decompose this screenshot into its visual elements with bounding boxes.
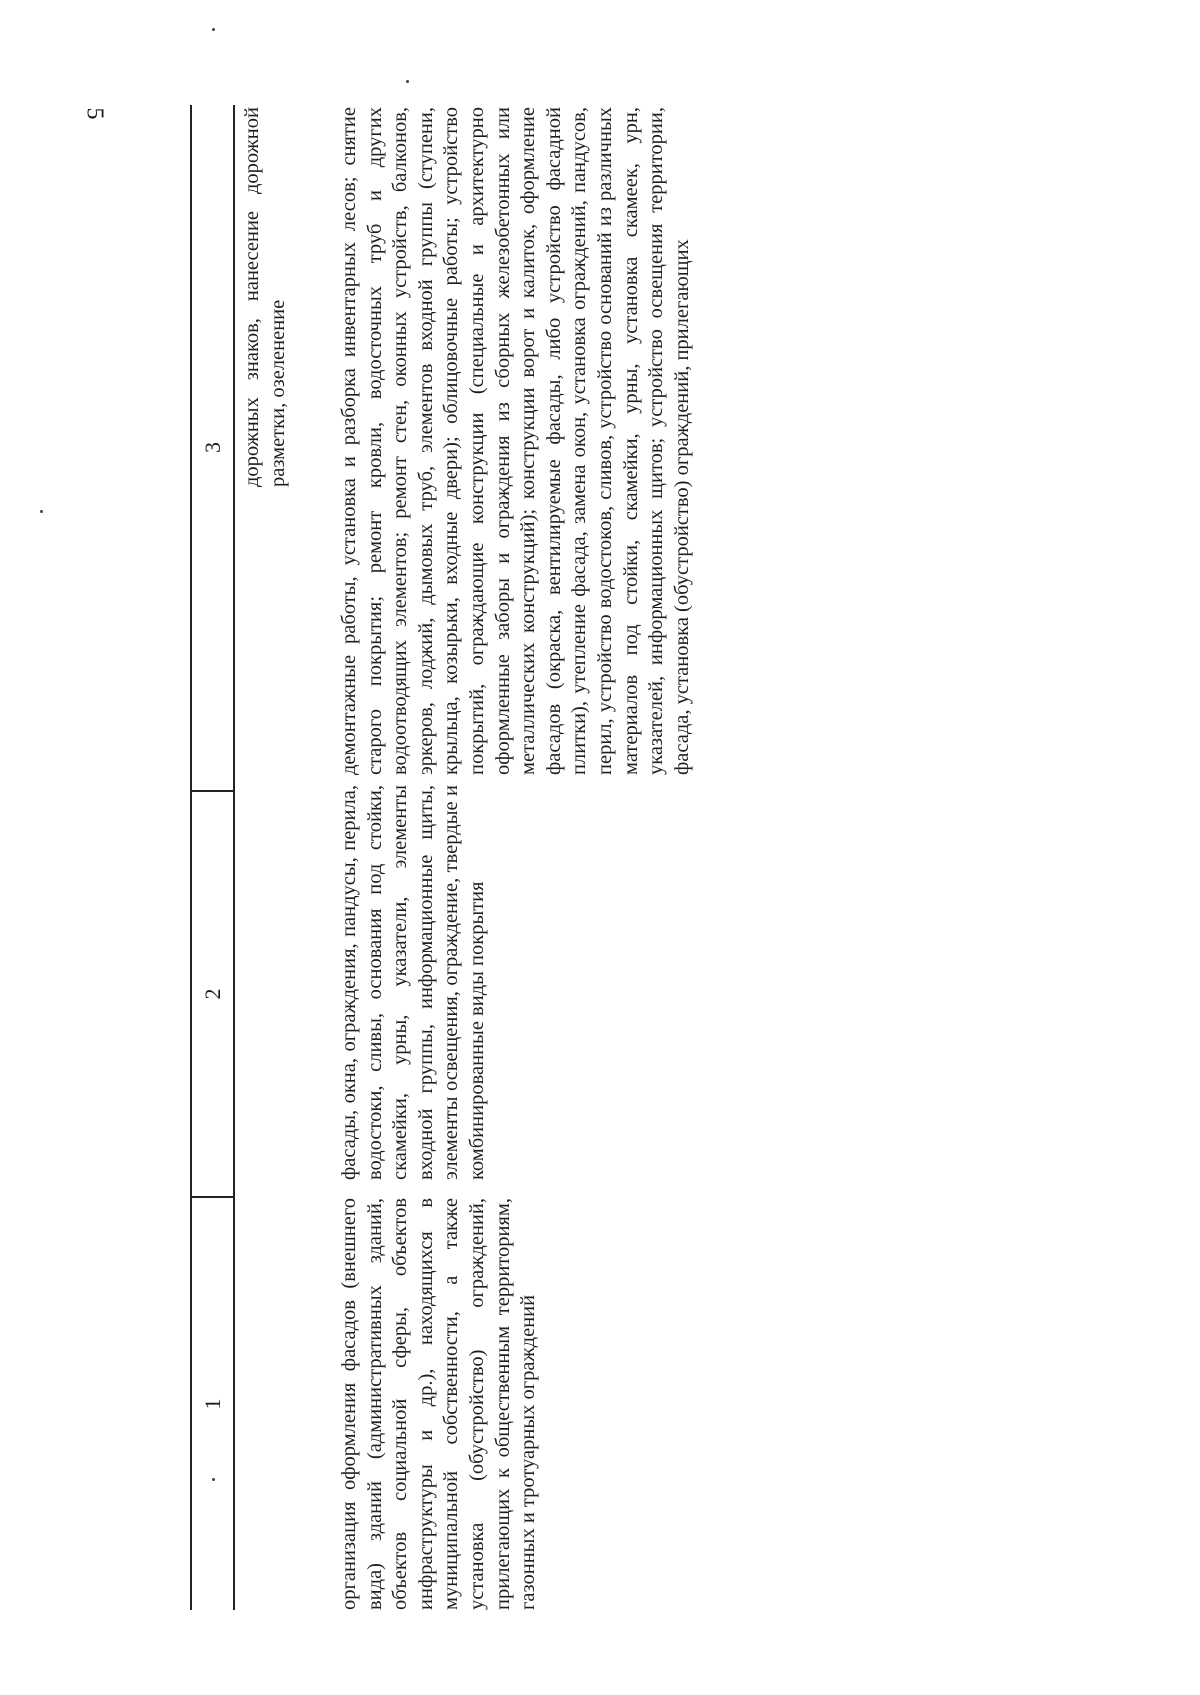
header-col-3: 3 <box>199 442 225 453</box>
main-row-col2: фасады, окна, ограждения, пандусы, перила, водостоки, сливы, основания под стойки, скамейки, урны, указатели, элементы входной группы, информационные щиты, элементы освещения, ограждение, твердые и комбинированные виды покрытия <box>338 785 488 1180</box>
header-col-2: 2 <box>199 988 225 1000</box>
header-divider <box>192 1196 233 1198</box>
main-row-col1: организация оформления фасадов (внешнего вида) зданий (административных зданий, объектов социальной сферы, объектов инфраструктуры и др.), находящихся в муниципальной собственности, а также установка (обустройство) ограждений, прилегающих к общественным территориям, газонных и тротуарных ограждений <box>338 1198 540 1610</box>
page-number: 5 <box>81 107 108 120</box>
table-header <box>190 105 235 1610</box>
main-row-col3: демонтажные работы, установка и разборка инвентарных лесов; снятие старого покрытия; ремонт кровли, водосточных труб и других водоотводящих элементов; ремонт стен, оконных устройств, балконов, эркеров, лоджий, дымовых труб, элементов входной группы (ступени, крыльца, козырьки, входные двери); облицовочные работы; устройство покрытий, ограждающие конструкции (специальные и архитектурно оформленные заборы и ограждения из сборных железобетонных или металлических конструкций); конструкции ворот и калиток, оформление фасадов (окраска, вентилируемые фасады, либо устройство фасадной плитки), утепление фасада, замена окон, установка ограждений, пандусов, перил, устройство водостоков, сливов, устройство оснований из различных материалов под стойки, скамейки, урны, установка скамеек, урн, указателей, информационных щитов; устройство освещения территории, фасада, установка (обустройство) ограждений, прилегающих <box>338 107 693 775</box>
header-col-1: 1 <box>199 1398 225 1410</box>
header-divider <box>192 790 233 792</box>
top-row-col3: дорожных знаков, нанесение дорожной разметки, озеленение <box>241 107 289 487</box>
rotated-table-page <box>190 105 1070 1610</box>
